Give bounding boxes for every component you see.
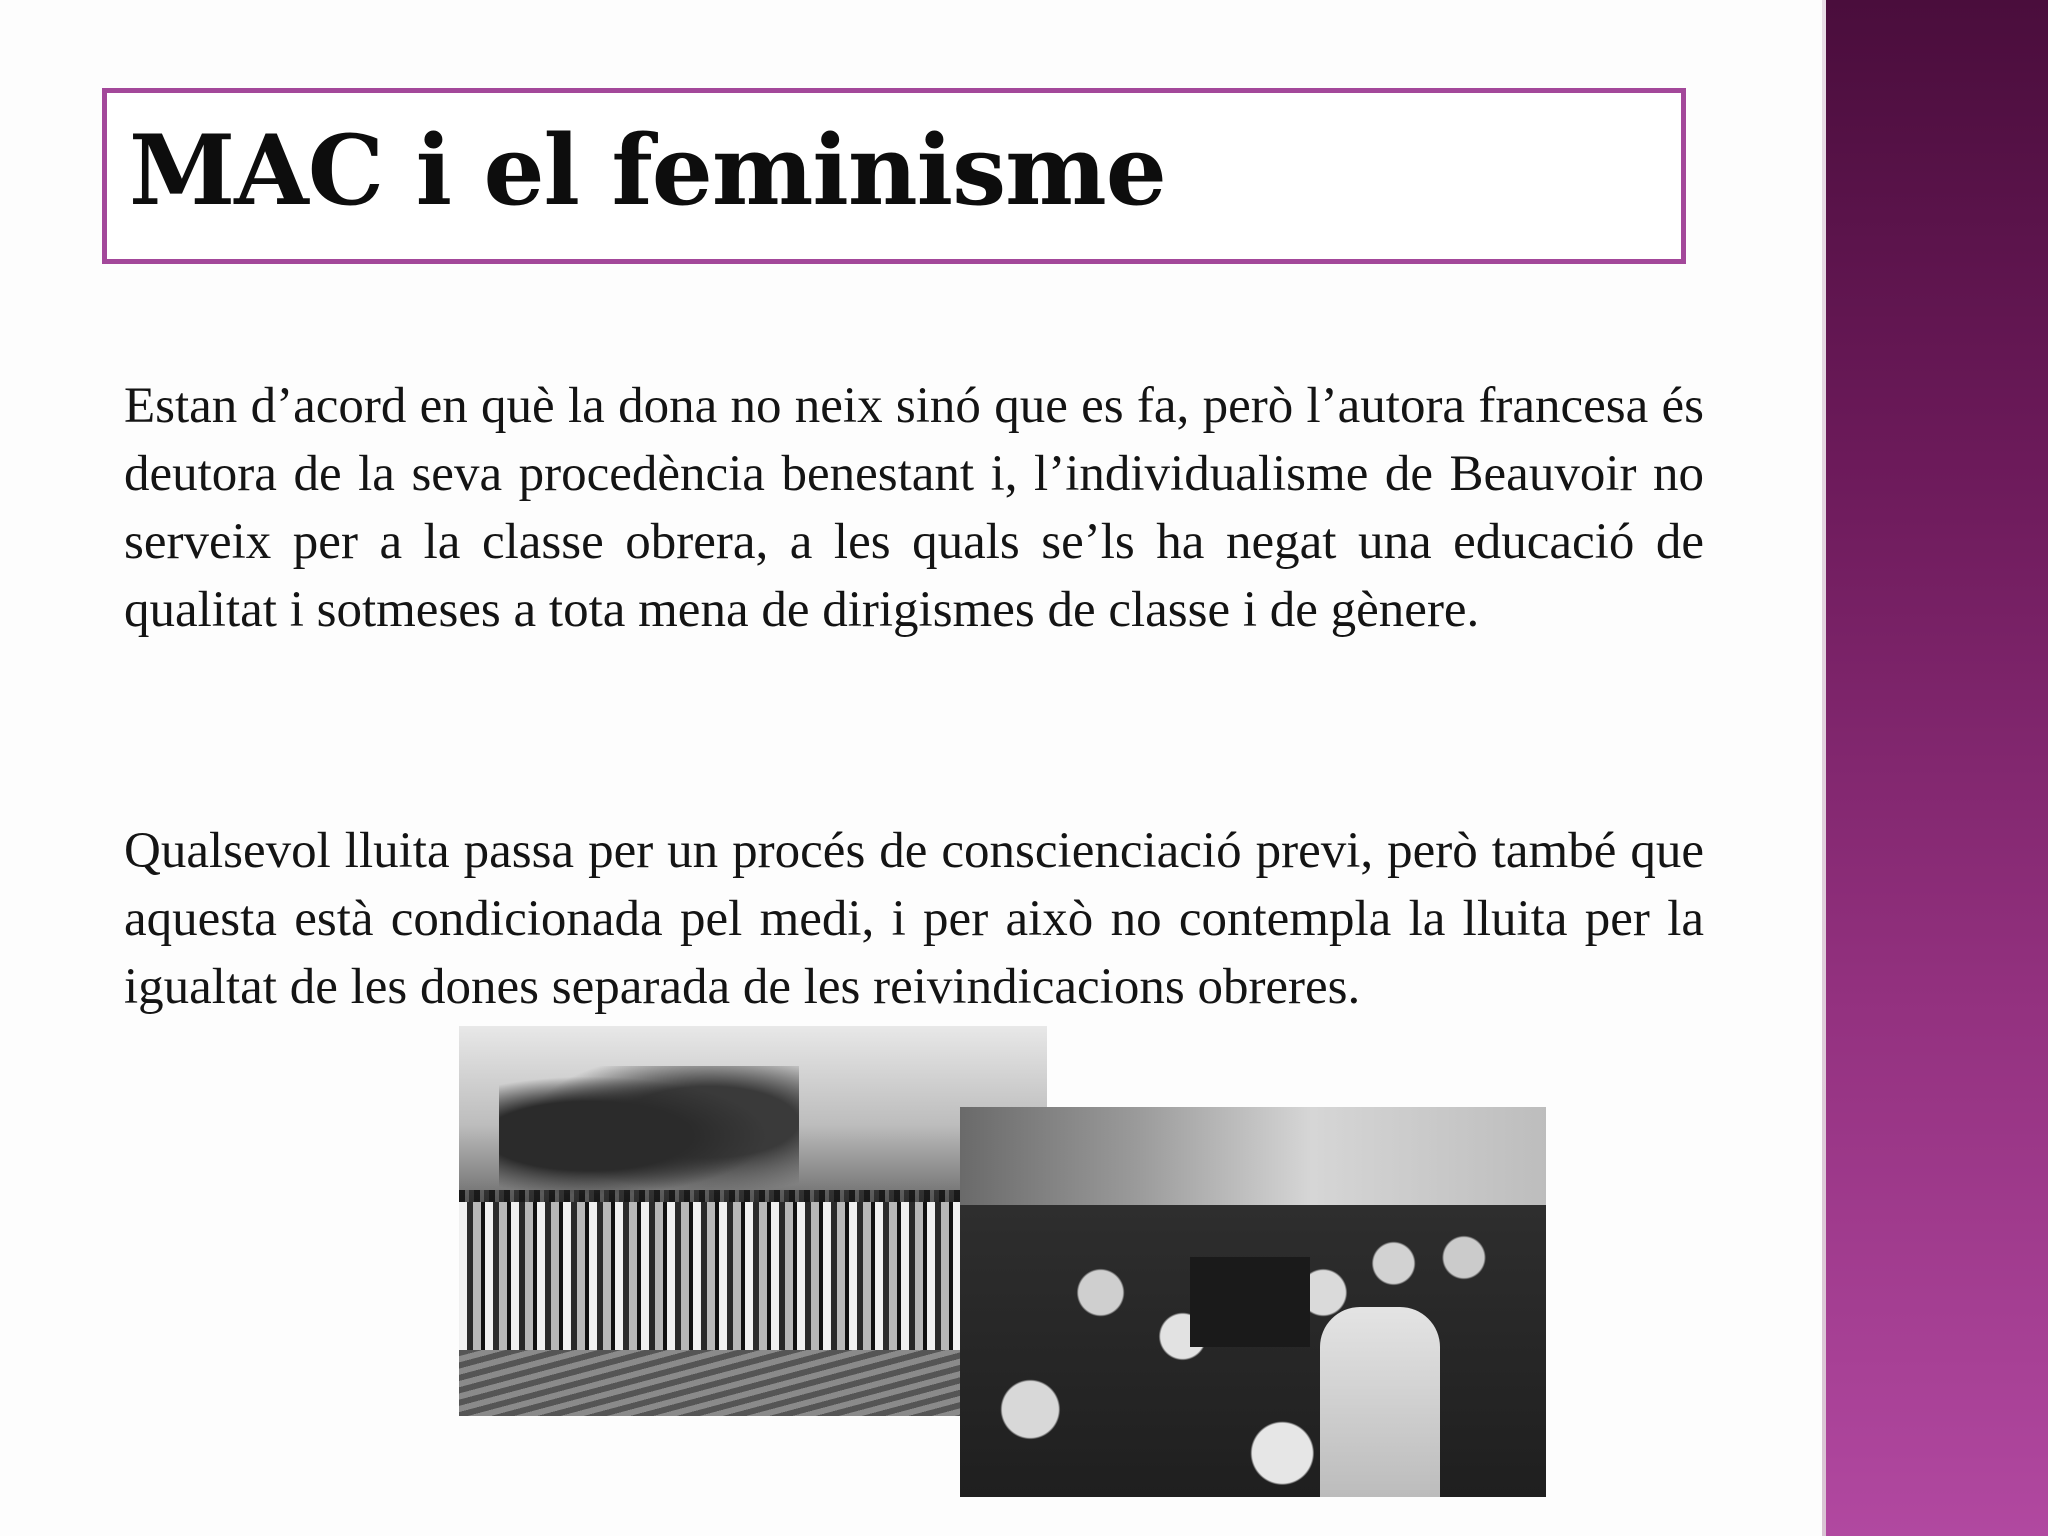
photo-women-march xyxy=(459,1026,1047,1416)
photo-street xyxy=(459,1350,1047,1416)
photo-group xyxy=(960,1205,1546,1498)
paragraph-1: Estan d’acord en què la dona no neix sinó que es fa, però l’autora francesa és deutora de la seva procedència benestant i, l’individualisme de Beauvoir no serveix per a la classe obrera, a les quals se’ls ha negat una educació de qualitat i sotmeses a tota mena de dirigismes de classe i de gènere. xyxy=(124,378,1704,638)
slide-title: MAC i el feminisme xyxy=(129,114,1166,227)
photo-figure xyxy=(1320,1307,1440,1497)
photo-women-gathering xyxy=(960,1107,1546,1497)
photo-table xyxy=(1190,1257,1310,1347)
decorative-side-band xyxy=(1826,0,2048,1536)
paragraph-2: Qualsevol lluita passa per un procés de conscienciació previ, però també que aquesta està condicionada pel medi, i per això no contempla la lluita per la igualtat de les dones separada de les reivindicacions obreres. xyxy=(124,823,1704,1015)
photo-crowd xyxy=(459,1202,1047,1350)
title-box xyxy=(102,88,1686,264)
photo-trees xyxy=(499,1066,799,1206)
